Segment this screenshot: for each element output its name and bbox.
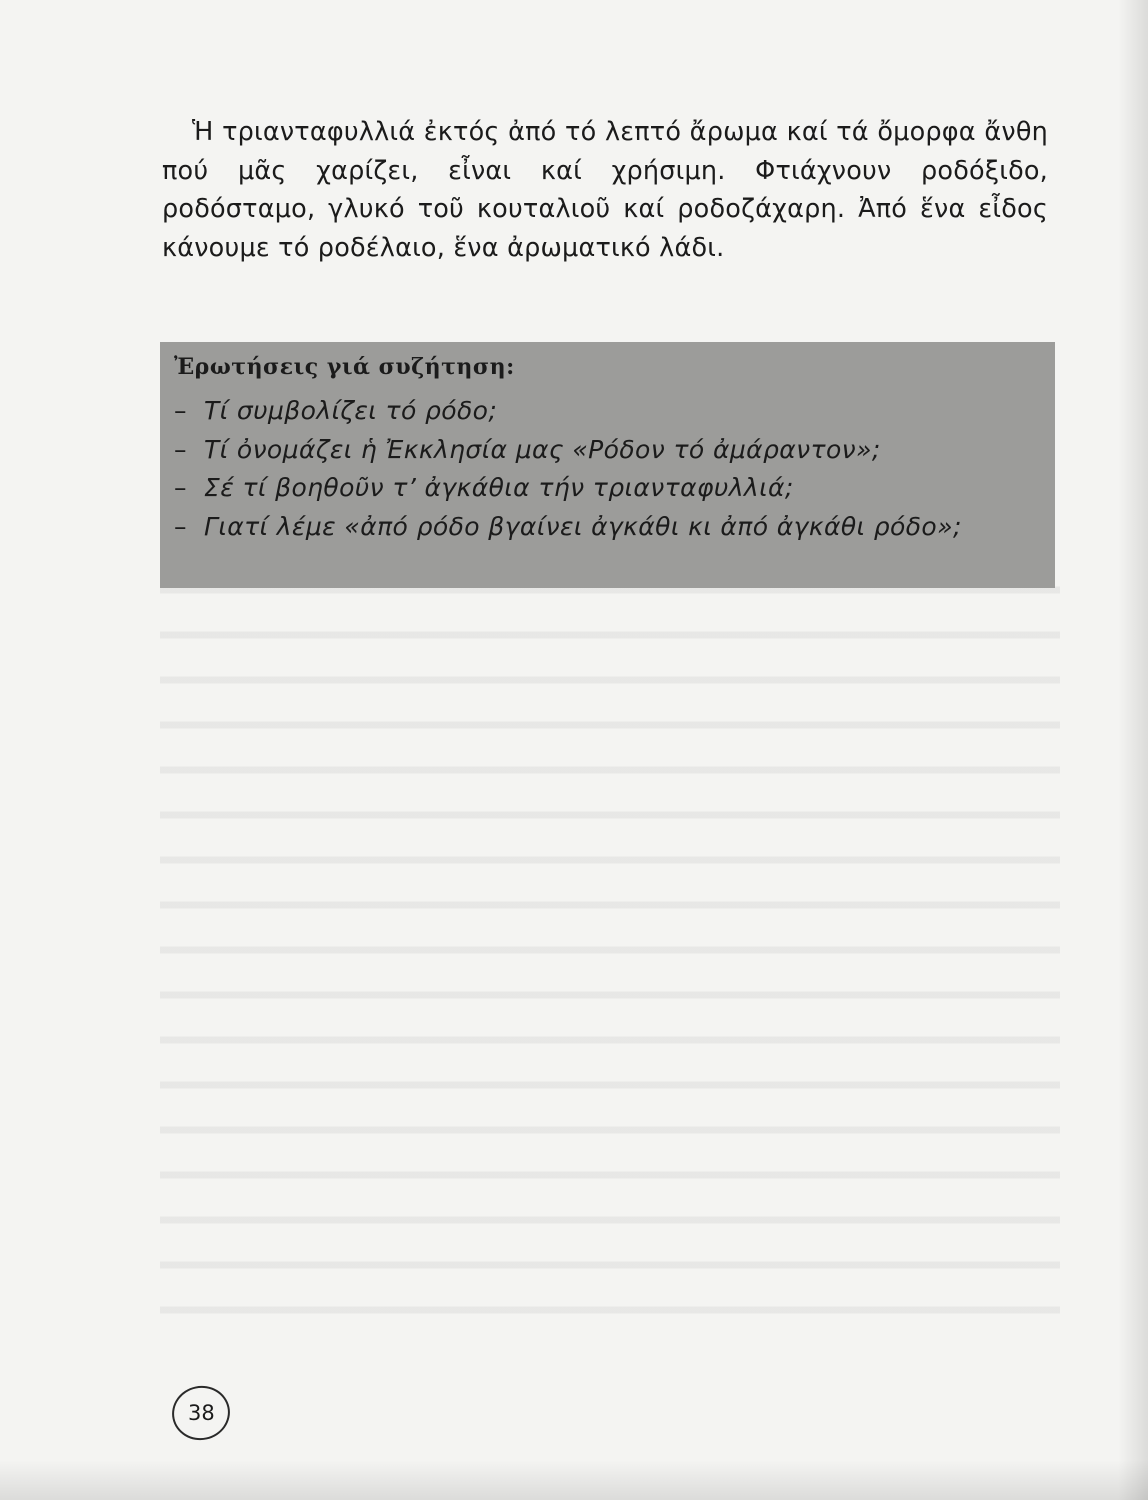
questions-list [174,392,1040,546]
discussion-questions-box [160,342,1055,588]
page-edge-shadow [1118,0,1148,1500]
page-bottom-shadow [0,1460,1148,1500]
question-text: Γιατί λέμε «ἀπό ρόδο βγαίνει ἀγκάθι κι ἀπό ἀγκάθι ρόδο»; [204,511,962,541]
questions-title: Ἐρωτήσεις γιά συζήτηση: [174,354,515,380]
body-paragraph: Ἡ τριανταφυλλιά ἐκτός ἀπό τό λεπτό ἄρωμα καί τά ὄμορφα ἄνθη πού μᾶς χαρίζει, εἶναι καί χρήσιμη. Φτιάχνουν ροδόξιδο, ροδόσταμο, γλυκό τοῦ κουταλιοῦ καί ροδοζάχαρη. Ἀπό ἕνα εἶδος κάνουμε τό ροδέλαιο, ἕνα ἀρωματικό λάδι. [162,117,1048,263]
question-dash: – [174,473,187,502]
question-dash: – [174,434,187,464]
question-item [174,469,1040,508]
question-item [174,431,1040,470]
page-number-circle [167,1381,235,1446]
question-item [174,508,1040,547]
question-text: Σέ τί βοηθοῦν τ’ ἀγκάθια τήν τριανταφυλλιά; [204,473,794,502]
question-text: Τί ὀνομάζει ἡ Ἐκκλησία μας «Ρόδον τό ἀμάραντον»; [204,434,881,464]
question-dash: – [174,511,187,541]
bleed-through-texture [160,560,1060,1340]
question-text: Τί συμβολίζει τό ρόδο; [204,396,498,425]
question-dash: – [174,396,187,425]
page-number: 38 [187,1401,215,1426]
question-item [174,392,1040,431]
